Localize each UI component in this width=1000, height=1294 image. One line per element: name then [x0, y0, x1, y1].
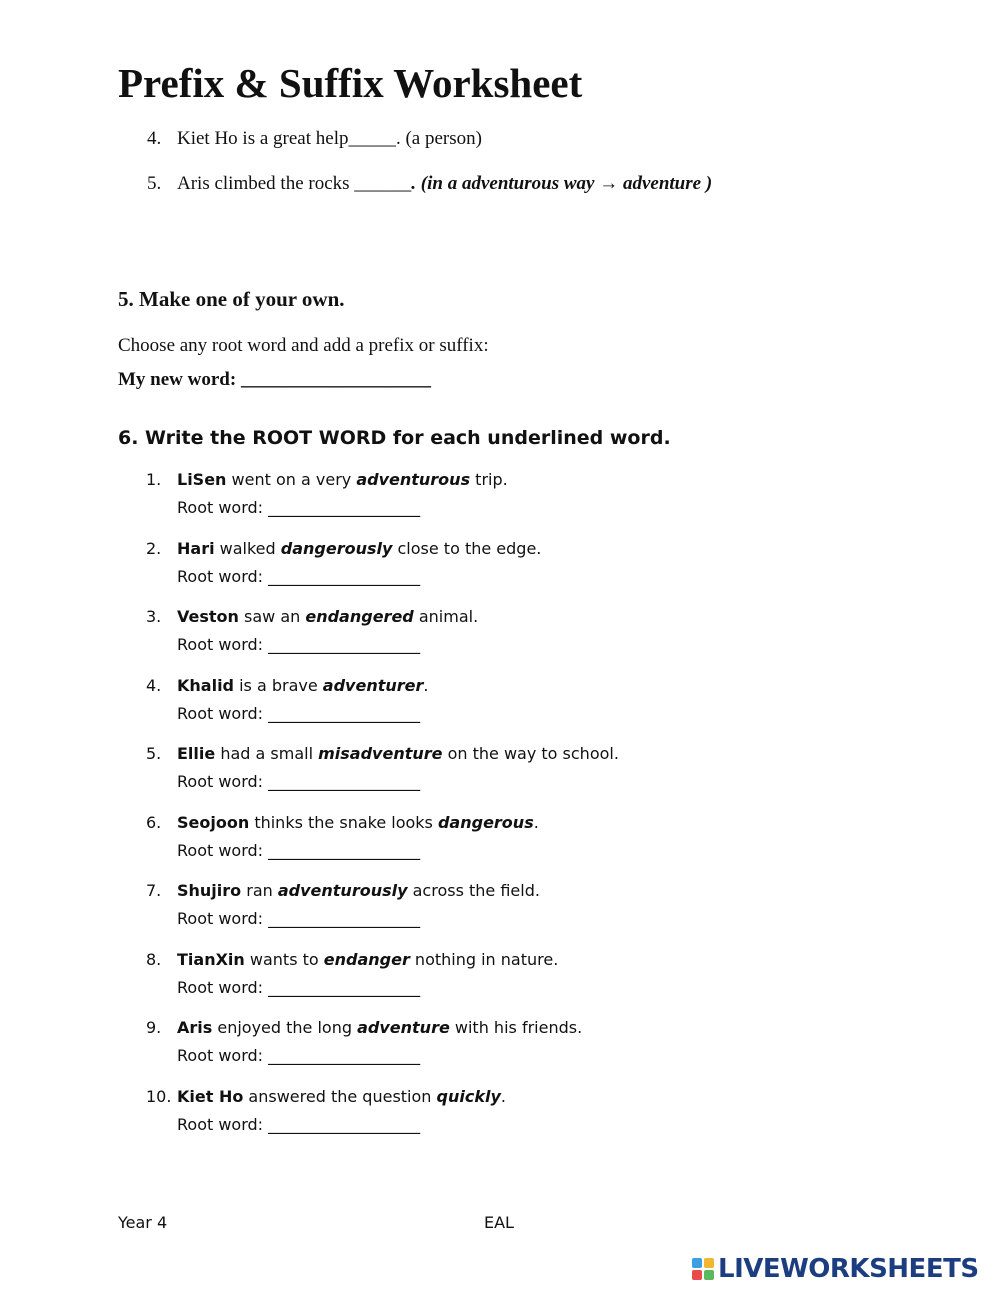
question-number: 10. [146, 1087, 172, 1106]
sentence-part: had a small [215, 744, 319, 763]
student-name: Shujiro [177, 881, 242, 900]
root-word-field[interactable]: Root word: ___________________ [177, 704, 421, 723]
question-sentence [177, 1086, 506, 1108]
question-number: 9. [146, 1018, 162, 1037]
sentence-part: across the field. [407, 881, 540, 900]
sentence-part: enjoyed the long [212, 1018, 358, 1037]
question-number: 1. [146, 470, 162, 489]
sentence-part: is a brave [234, 676, 323, 695]
sentence-part: went on a very [226, 470, 357, 489]
question-number: 5. [146, 744, 162, 763]
section-5-heading: 5. Make one of your own. [118, 287, 345, 311]
question-sentence [177, 675, 428, 697]
root-word-field[interactable]: Root word: ___________________ [177, 909, 421, 928]
item-number: 4. [147, 128, 162, 149]
target-word: adventure [357, 1018, 450, 1037]
sentence-part: trip. [470, 470, 508, 489]
item-hint: . (in a adventurous way → adventure ) [411, 173, 713, 194]
root-word-field[interactable]: Root word: ___________________ [177, 1115, 421, 1134]
question-sentence [177, 743, 619, 765]
footer-year: Year 4 [118, 1213, 168, 1232]
question-number: 8. [146, 950, 162, 969]
question-sentence [177, 812, 539, 834]
root-word-field[interactable]: Root word: ___________________ [177, 498, 421, 517]
sentence-part: . [500, 1087, 506, 1106]
question-number: 6. [146, 813, 162, 832]
target-word: misadventure [318, 744, 443, 763]
question-sentence [177, 880, 540, 902]
sentence-part: walked [214, 539, 281, 558]
question-sentence [177, 1017, 582, 1039]
sentence-part: answered the question [243, 1087, 437, 1106]
student-name: Seojoon [177, 813, 250, 832]
item-text: Aris climbed the rocks ______ [177, 173, 412, 194]
root-word-field[interactable]: Root word: ___________________ [177, 1046, 421, 1065]
sentence-part: nothing in nature. [409, 950, 559, 969]
sentence-part: . [423, 676, 429, 695]
liveworksheets-logo[interactable] [692, 1254, 979, 1284]
item-number: 5. [147, 173, 162, 194]
student-name: TianXin [177, 950, 245, 969]
target-word: endangered [305, 607, 414, 626]
question-number: 3. [146, 607, 162, 626]
root-word-field[interactable]: Root word: ___________________ [177, 978, 421, 997]
question-number: 4. [146, 676, 162, 695]
section-5-instruction: Choose any root word and add a prefix or suffix: [118, 335, 489, 356]
student-name: Veston [177, 607, 239, 626]
target-word: adventurer [322, 676, 424, 695]
student-name: Khalid [177, 676, 235, 695]
target-word: dangerous [437, 813, 534, 832]
footer-subject: EAL [484, 1213, 514, 1232]
logo-text: LIVEWORKSHEETS [718, 1254, 979, 1284]
new-word-field[interactable]: My new word: ____________________ [118, 369, 431, 390]
sentence-part: saw an [238, 607, 306, 626]
student-name: Hari [177, 539, 215, 558]
item-text: Kiet Ho is a great help_____. (a person) [177, 128, 482, 149]
question-sentence [177, 538, 541, 560]
root-word-field[interactable]: Root word: ___________________ [177, 635, 421, 654]
root-word-field[interactable]: Root word: ___________________ [177, 841, 421, 860]
question-sentence [177, 606, 478, 628]
student-name: Kiet Ho [177, 1087, 244, 1106]
sentence-part: ran [241, 881, 278, 900]
question-number: 2. [146, 539, 162, 558]
target-word: dangerously [280, 539, 393, 558]
question-number: 7. [146, 881, 162, 900]
root-word-field[interactable]: Root word: ___________________ [177, 567, 421, 586]
logo-icon [692, 1258, 714, 1280]
student-name: Aris [177, 1018, 213, 1037]
question-sentence [177, 949, 558, 971]
sentence-part: animal. [413, 607, 479, 626]
sentence-part: thinks the snake looks [249, 813, 438, 832]
root-word-field[interactable]: Root word: ___________________ [177, 772, 421, 791]
sentence-part: . [533, 813, 539, 832]
student-name: Ellie [177, 744, 216, 763]
target-word: endanger [323, 950, 410, 969]
sentence-part: wants to [244, 950, 324, 969]
list-item [147, 172, 712, 196]
page-title: Prefix & Suffix Worksheet [118, 60, 583, 106]
student-name: LiSen [177, 470, 227, 489]
sentence-part: on the way to school. [442, 744, 619, 763]
list-item [147, 127, 482, 151]
sentence-part: close to the edge. [392, 539, 542, 558]
target-word: quickly [436, 1087, 501, 1106]
target-word: adventurous [356, 470, 471, 489]
sentence-part: with his friends. [449, 1018, 583, 1037]
question-sentence [177, 469, 508, 491]
section-6-heading: 6. Write the ROOT WORD for each underlined word. [118, 427, 671, 449]
target-word: adventurously [277, 881, 408, 900]
